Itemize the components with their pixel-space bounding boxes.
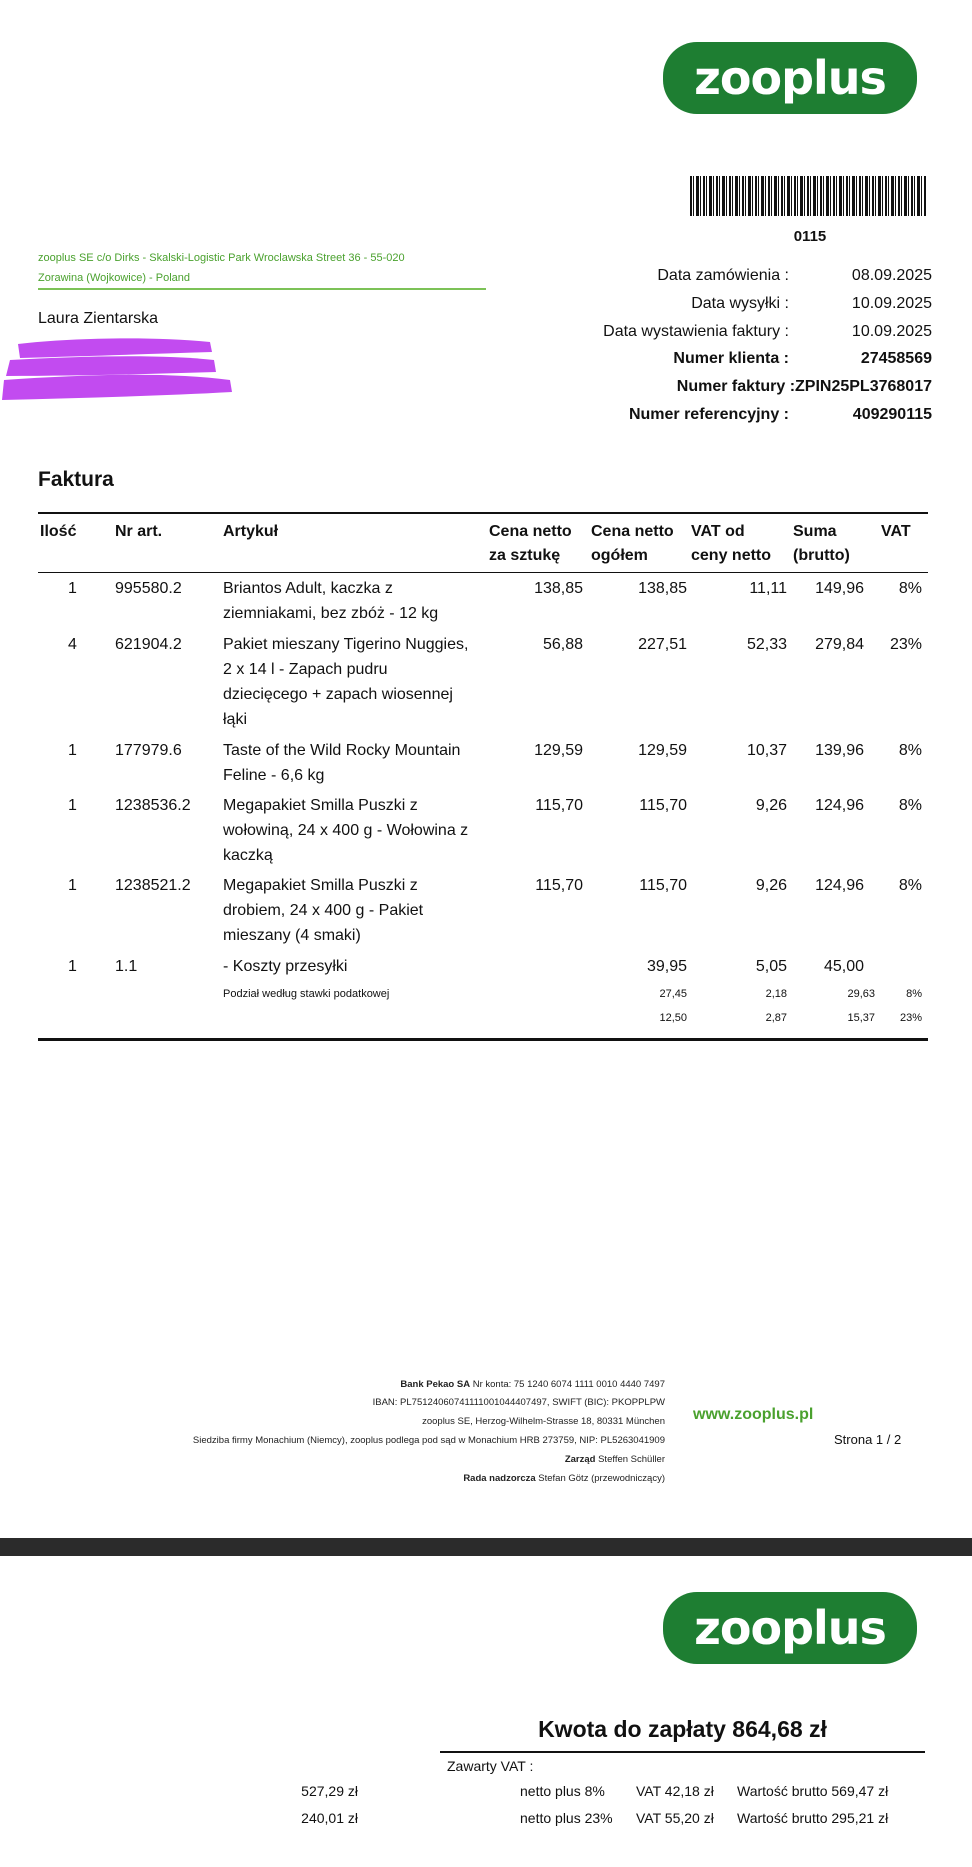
- sender-line-1: zooplus SE c/o Dirks - Skalski-Logistic Park Wroclawska Street 36 - 55-020: [38, 252, 405, 264]
- meta-value: ZPIN25PL3768017: [795, 378, 932, 395]
- split-vat-amount: 2,18: [765, 988, 787, 1000]
- cell-gross: 279,84: [815, 636, 864, 653]
- split-vat-amount: 2,87: [765, 1012, 787, 1024]
- split-gross: 15,37: [847, 1012, 875, 1024]
- vat-gross: Wartość brutto 295,21 zł: [737, 1810, 889, 1826]
- cell-art: 1238536.2: [115, 797, 191, 814]
- cell-unit-net: 56,88: [542, 636, 583, 653]
- vat-included-label: Zawarty VAT :: [447, 1758, 534, 1774]
- cell-qty: 1: [68, 877, 77, 894]
- cell-art: 621904.2: [115, 636, 182, 653]
- amount-due: Kwota do zapłaty 864,68 zł: [538, 1716, 827, 1742]
- meta-value: 08.09.2025: [851, 267, 932, 284]
- cell-vat-amount: 9,26: [755, 877, 787, 894]
- cell-total-net: 115,70: [639, 797, 687, 814]
- split-vat-rate: 8%: [906, 988, 922, 1000]
- barcode-number: 0115: [793, 228, 827, 245]
- footer-board: Zarząd Steffen Schüller: [564, 1454, 665, 1465]
- invoice-title: Faktura: [38, 468, 114, 491]
- cell-item: Megapakiet Smilla Puszki z wołowiną, 24 x 400 g - Wołowina z kaczką: [223, 797, 469, 864]
- table-top-rule: [38, 512, 928, 514]
- split-label: Podział według stawki podatkowej: [223, 988, 390, 1000]
- cell-item: Pakiet mieszany Tigerino Nuggies, 2 x 14 l - Zapach pudru dziecięcego + zapach wiosennej łąki: [223, 636, 469, 728]
- barcode: [690, 176, 926, 216]
- meta-value: 10.09.2025: [851, 323, 932, 340]
- cell-vat-amount: 11,11: [749, 580, 787, 597]
- cell-item: Megapakiet Smilla Puszki z drobiem, 24 x 400 g - Pakiet mieszany (4 smaki): [223, 877, 424, 944]
- table-header-rule: [38, 572, 928, 573]
- footer-registry: Siedziba firmy Monachium (Niemcy), zooplus podlega pod sąd w Monachium HRB 273759, NIP: PL5263041909: [192, 1435, 665, 1446]
- cell-vat-amount: 52,33: [746, 636, 787, 653]
- meta-reference-number: [472, 403, 932, 427]
- cell-total-net: 115,70: [639, 877, 687, 894]
- cell-vat-rate: 8%: [898, 580, 922, 597]
- cell-vat-amount: 10,37: [746, 742, 787, 759]
- cell-total-net: 129,59: [638, 742, 687, 759]
- page-number: Strona 1 / 2: [834, 1432, 902, 1447]
- header-sum: Suma (brutto): [793, 523, 850, 564]
- vat-amount: VAT 42,18 zł: [636, 1783, 714, 1799]
- cell-unit-net: 115,70: [535, 797, 583, 814]
- cell-vat-rate: 23%: [889, 636, 922, 653]
- cell-gross: 124,96: [815, 797, 864, 814]
- split-gross: 29,63: [847, 988, 875, 1000]
- meta-label: Numer klienta :: [673, 350, 789, 367]
- meta-value: 27458569: [860, 350, 932, 367]
- cell-total-net: 138,85: [638, 580, 687, 597]
- header-item: Artykuł: [223, 523, 279, 540]
- meta-value: 10.09.2025: [851, 295, 932, 312]
- cell-gross: 45,00: [823, 958, 864, 975]
- vat-amount: VAT 55,20 zł: [636, 1810, 714, 1826]
- cell-vat-rate: 8%: [898, 797, 922, 814]
- vat-rate: netto plus 8%: [520, 1783, 605, 1799]
- split-net: 12,50: [659, 1012, 687, 1024]
- vat-net: 527,29 zł: [301, 1783, 358, 1799]
- cell-item: Briantos Adult, kaczka z ziemniakami, bez zbóż - 12 kg: [223, 580, 439, 622]
- meta-label: Data zamówienia :: [657, 267, 789, 284]
- meta-label: Numer referencyjny :: [628, 406, 789, 423]
- meta-value: 409290115: [852, 406, 932, 423]
- header-qty: Ilość: [40, 523, 77, 540]
- header-vat-from: VAT od ceny netto: [691, 523, 772, 564]
- cell-unit-net: 129,59: [534, 742, 583, 759]
- meta-invoice-date: [472, 320, 932, 344]
- cell-vat-rate: 8%: [898, 742, 922, 759]
- split-net: 27,45: [659, 988, 687, 1000]
- vat-gross: Wartość brutto 569,47 zł: [737, 1783, 889, 1799]
- cell-qty: 4: [68, 636, 77, 653]
- cell-art: 177979.6: [115, 742, 182, 759]
- meta-ship-date: [472, 292, 932, 316]
- vat-net: 240,01 zł: [301, 1810, 358, 1826]
- cell-gross: 149,96: [815, 580, 864, 597]
- meta-order-date: [472, 264, 932, 288]
- cell-art: 1238521.2: [115, 877, 191, 894]
- cell-vat-amount: 5,05: [755, 958, 787, 975]
- cell-total-net: 39,95: [646, 958, 687, 975]
- cell-qty: 1: [68, 958, 77, 975]
- recipient-name: Laura Zientarska: [38, 310, 159, 327]
- split-vat-rate: 23%: [899, 1012, 922, 1024]
- cell-art: 1.1: [115, 958, 138, 975]
- cell-gross: 139,96: [815, 742, 864, 759]
- meta-label: Numer faktury :ZPIN25PL3768017: [676, 378, 932, 395]
- footer-bank: Bank Pekao SA Nr konta: 75 1240 6074 1111 0010 4440 7497: [400, 1379, 665, 1390]
- cell-vat-rate: 8%: [898, 877, 922, 894]
- meta-invoice-number: [472, 375, 932, 399]
- redaction-mark: [0, 330, 240, 410]
- table-bottom-rule: [38, 1038, 928, 1041]
- meta-label: Data wystawienia faktury :: [603, 323, 789, 340]
- sender-line-2: Zorawina (Wojkowice) - Poland: [38, 272, 191, 284]
- sender-address: [38, 248, 486, 290]
- vat-rate: netto plus 23%: [520, 1810, 613, 1826]
- zooplus-logo-page2: zooplus: [663, 1592, 917, 1664]
- cell-vat-amount: 9,26: [755, 797, 787, 814]
- cell-qty: 1: [68, 580, 77, 597]
- meta-customer-number: [472, 347, 932, 371]
- cell-item: Taste of the Wild Rocky Mountain Feline - 6,6 kg: [223, 742, 461, 784]
- header-total-net: Cena netto ogółem: [591, 523, 674, 564]
- footer-address: zooplus SE, Herzog-Wilhelm-Strasse 18, 80331 München: [422, 1416, 665, 1427]
- footer-supervisory: Rada nadzorcza Stefan Götz (przewodniczący): [463, 1473, 665, 1484]
- footer-iban: IBAN: PL75124060741111001044407497, SWIFT (BIC): PKOPPLPW: [372, 1397, 665, 1408]
- cell-item: - Koszty przesyłki: [223, 958, 348, 975]
- cell-qty: 1: [68, 797, 77, 814]
- cell-art: 995580.2: [115, 580, 182, 597]
- cell-gross: 124,96: [815, 877, 864, 894]
- cell-unit-net: 115,70: [535, 877, 583, 894]
- meta-label: Data wysyłki :: [691, 295, 789, 312]
- page-divider: [0, 1538, 972, 1556]
- zooplus-logo: zooplus: [663, 42, 917, 114]
- header-vat: VAT: [881, 523, 911, 540]
- website-link[interactable]: www.zooplus.pl: [693, 1406, 814, 1423]
- header-art: Nr art.: [115, 523, 163, 540]
- cell-unit-net: 138,85: [534, 580, 583, 597]
- amount-rule: [440, 1751, 925, 1753]
- header-unit-net: Cena netto za sztukę: [489, 523, 572, 564]
- cell-total-net: 227,51: [638, 636, 687, 653]
- cell-qty: 1: [68, 742, 77, 759]
